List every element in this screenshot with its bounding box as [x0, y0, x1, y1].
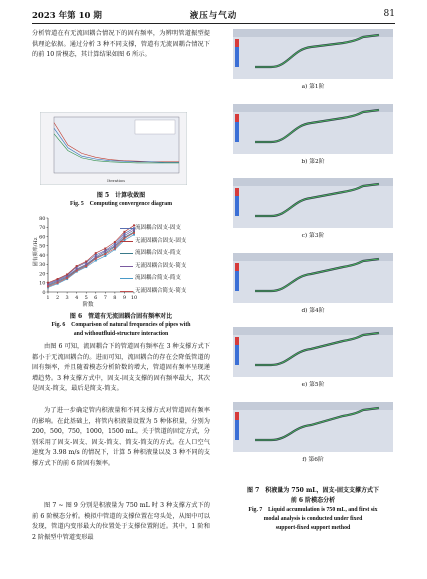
- fig7-caption-en-1: Fig. 7 Liquid accumulation is 750 mL, and first six: [248, 507, 378, 513]
- data-point: [95, 258, 97, 260]
- x-tick-label: 8: [113, 295, 117, 301]
- legend-item: [120, 260, 210, 273]
- x-tick-label: 1: [46, 295, 50, 301]
- mode-shape-panel: [233, 402, 393, 452]
- color-scale-top: [235, 412, 239, 420]
- subfigure-label: e) 第5阶: [301, 382, 325, 388]
- data-point: [85, 265, 87, 267]
- mode-shape-panel: [233, 178, 393, 228]
- journal-title: 液压与气动: [189, 11, 238, 21]
- y-tick-label: 0: [42, 289, 46, 296]
- data-point: [95, 254, 97, 256]
- data-point: [76, 270, 78, 272]
- y-tick-label: 50: [39, 243, 46, 250]
- paragraph-4: 图 7 ~ 图 9 分别是积液量为 750 mL 时 3 种支撑方式下的前 6 阶模态分析。模拟中管道的支撑位置在弯头处，从图中可以发现，管道内变形最大的位置处于支撑位置附近。其中，1 阶和 2 阶振型中管道变形最: [32, 502, 210, 541]
- data-point: [66, 277, 68, 279]
- x-tick-label: 2: [55, 295, 60, 301]
- data-point: [57, 278, 59, 280]
- x-tick-label: 7: [103, 295, 107, 301]
- y-tick-label: 30: [39, 262, 46, 269]
- legend-item: [120, 285, 210, 298]
- fig5-caption-en: Fig. 5 Computing convergence diagram: [69, 201, 173, 207]
- convergence-chart: [40, 112, 187, 185]
- mode-shape-panel: [233, 29, 393, 79]
- chart-legend-box: [135, 120, 175, 134]
- color-scale-top: [235, 39, 239, 47]
- x-axis-label: 阶数: [82, 302, 94, 308]
- legend-label: 流固耦合固支-固支: [135, 225, 181, 231]
- fig6-caption-en-1: Fig. 6 Comparison of natural frequencies of pipes with: [51, 322, 191, 328]
- mode-shape-panel: [233, 327, 393, 377]
- legend-swatch: [120, 291, 133, 292]
- data-point: [104, 253, 106, 255]
- y-tick-label: 80: [39, 215, 46, 222]
- legend-label: 无流固耦合固支-简支: [135, 262, 187, 269]
- mode-shape-panel: [233, 104, 393, 154]
- data-point: [95, 260, 97, 262]
- data-point: [57, 282, 59, 284]
- color-scale-top: [235, 114, 239, 122]
- data-point: [76, 265, 78, 267]
- color-scale-top: [235, 337, 239, 345]
- y-tick-label: 70: [39, 225, 46, 232]
- issue-label: 2023 年第 10 期: [32, 11, 102, 21]
- paragraph-1: 分析管道在有无流固耦合情况下的固有频率，为辨明管道振型提供理论依据。通过分析 3 种不同支撑，管道有无流固耦合情况下的前 10 阶模态，其计算结果如图 6 所示。: [32, 30, 210, 59]
- data-point: [95, 256, 97, 258]
- legend-swatch: [120, 266, 133, 267]
- x-tick-label: 3: [65, 295, 69, 301]
- subfigure-label: b) 第2阶: [301, 159, 325, 165]
- legend-swatch: [120, 241, 133, 242]
- subfigure-label: c) 第3阶: [301, 233, 325, 239]
- data-point: [47, 284, 49, 286]
- legend-swatch: [120, 228, 133, 229]
- data-point: [114, 245, 116, 247]
- fig7-caption-cn-1: 图 7 积液量为 750 mL，固支-固支支撑方式下: [246, 487, 380, 494]
- data-point: [66, 273, 68, 275]
- y-tick-label: 60: [39, 234, 46, 241]
- data-point: [47, 285, 49, 287]
- fig7-caption-en-2: modal analysis is conducted under fixed: [263, 516, 363, 522]
- color-scale-top: [235, 188, 239, 196]
- y-tick-label: 10: [39, 280, 46, 287]
- page-header: [32, 9, 395, 21]
- page-number: 81: [383, 9, 395, 19]
- legend-swatch: [120, 278, 133, 279]
- legend-item: [120, 272, 210, 285]
- legend-label: 无流固耦合固支-固支: [135, 237, 187, 244]
- data-point: [104, 250, 106, 252]
- legend-label: 流固耦合固支-简支: [135, 250, 181, 256]
- fig6-caption-en-2: and withoutfluid-structure interaction: [73, 331, 169, 337]
- x-tick-label: 6: [94, 295, 98, 301]
- fig7-caption-cn-2: 前 6 阶模态分析: [290, 497, 336, 504]
- data-point: [114, 241, 116, 243]
- chart-xlabel: Iteration: [107, 178, 125, 183]
- x-tick-label: 10: [130, 295, 138, 301]
- fig5-caption-cn: 图 5 计算收敛图: [96, 192, 146, 199]
- data-point: [66, 275, 68, 277]
- data-point: [47, 282, 49, 284]
- chart-legend: [120, 222, 210, 297]
- fig7-caption-en-3: support-fixed support method: [275, 525, 351, 531]
- data-point: [85, 263, 87, 265]
- data-point: [104, 248, 106, 250]
- x-tick-label: 5: [84, 295, 88, 301]
- data-point: [57, 280, 59, 282]
- subfigure-label: f) 第6阶: [302, 457, 324, 463]
- paragraph-3: 为了进一步确定管内积液量和不同支撑方式对管道固有频率的影响。在此基础上，将管内积液量设置为 5 种体积量，分别为 200，500，750，1000，1500 mL。关于管道的固定方式，分别采用了固支-固支、固支-简支、简支-简支的方式。在人口空气速度为 3.98 m/s 的情况下，计算 5 种积液量以及 3 种不同的支撑方式下的前 6 阶固有频率。: [32, 407, 210, 467]
- legend-swatch: [120, 253, 133, 254]
- x-tick-label: 4: [75, 295, 79, 301]
- color-scale-top: [235, 263, 239, 271]
- y-tick-label: 20: [39, 271, 46, 278]
- fig6-caption-cn: 图 6 管道有无流固耦合固有频率对比: [69, 313, 173, 320]
- data-point: [104, 255, 106, 257]
- legend-item: [120, 247, 210, 260]
- legend-item: [120, 222, 210, 235]
- y-axis-label: 固有频率/Hz: [33, 237, 39, 267]
- y-tick-label: 40: [39, 252, 46, 259]
- subfigure-label: a) 第1阶: [301, 84, 325, 90]
- x-tick-label: 9: [122, 295, 127, 301]
- header-rule: [32, 23, 395, 24]
- data-point: [76, 268, 78, 270]
- data-point: [114, 248, 116, 250]
- paragraph-2: 由图 6 可知，流固耦合下的管道固有频率在 3 种支撑方式下都小于无流固耦合的。进而可知，流固耦合的存在会降低管道的固有频率，并且随着模态分析阶数的增大，管道固有频率呈现递增趋势。3 种支撑方式中，固支-固支支撑的固有频率最大，其次是固支-简支，最后是简支-简支。: [32, 343, 210, 393]
- legend-item: [120, 235, 210, 248]
- data-point: [85, 260, 87, 262]
- legend-label: 无流固耦合简支-简支: [135, 287, 187, 294]
- legend-label: 流固耦合简支-简支: [135, 275, 181, 281]
- data-point: [95, 252, 97, 254]
- subfigure-label: d) 第4阶: [301, 308, 325, 314]
- mode-shape-panel: [233, 253, 393, 303]
